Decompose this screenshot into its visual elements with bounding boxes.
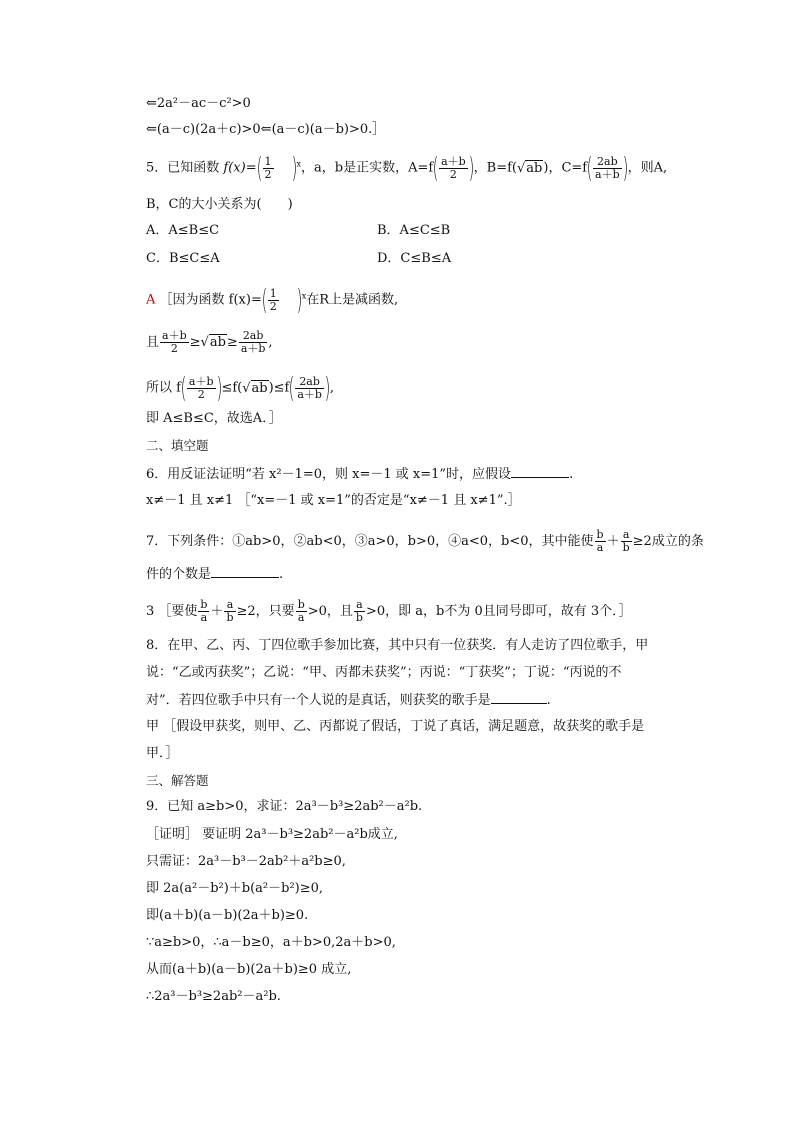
answer-7 — [146, 599, 632, 624]
question-5-line-2: B，C的大小关系为( ) — [146, 197, 293, 212]
option-c: C．B≤C≤A — [146, 251, 220, 266]
question-8-line-3 — [146, 691, 551, 710]
answer-5-text-a: ［因为函数 f(x)= — [159, 292, 262, 308]
answer-5-letter: A — [146, 292, 156, 308]
q5-b: ，B=f( — [473, 160, 517, 176]
paren-close: ) — [291, 151, 297, 184]
line-1: ⇐2a²－ac－c²>0 — [146, 96, 251, 111]
section-heading-fill-in: 二、填空题 — [146, 438, 209, 453]
radicand: ab — [526, 160, 543, 176]
question-6 — [146, 465, 573, 484]
q8-end: . — [546, 693, 551, 708]
question-8-line-2: 说：“乙或丙获奖”；乙说：“甲、丙都未获奖”；丙说：“丁获奖”；丁说：“丙说的不 — [146, 665, 622, 680]
option-b: B．A≤C≤B — [377, 223, 451, 238]
question-9: 9．已知 a≥b>0，求证：2a³－b³≥2ab²－a²b. — [146, 799, 423, 814]
paren-open: ( — [256, 151, 262, 184]
ans5-half-fraction — [268, 288, 279, 313]
frac-den: b — [622, 541, 630, 554]
answer-blank — [491, 691, 547, 704]
frac-num: 2ab — [593, 156, 622, 169]
text: , — [329, 380, 334, 396]
question-5-line-1 — [146, 151, 668, 184]
q5-exponent: x — [296, 159, 301, 169]
q6-end: . — [569, 467, 574, 482]
frac-num: b — [297, 598, 305, 611]
paren-open: ( — [289, 371, 295, 404]
option-a: A．A≤B≤C — [146, 223, 220, 238]
frac-num: 1 — [264, 154, 272, 168]
line-2: ⇐(a－c)(2a＋c)>0⇐(a－c)(a－b)>0.］ — [146, 122, 386, 137]
text: ≥ — [189, 335, 201, 350]
answer-8-line-2: 甲．］ — [146, 746, 179, 761]
text: 且 — [146, 335, 160, 350]
frac-den: 2 — [170, 342, 178, 355]
frac-num: b — [596, 528, 604, 541]
sqrt-ab: √ab — [517, 160, 543, 176]
text: ≤f( — [221, 380, 243, 396]
answer-5-text-b: 在R上是减函数, — [306, 292, 399, 308]
proof-line-6: 从而(a＋b)(a－b)(2a＋b)≥0 成立, — [146, 962, 352, 977]
option-d: D．C≤B≤A — [377, 251, 452, 266]
proof-line-1: ［证明］ 要证明 2a³－b³≥2ab²－a²b成立, — [146, 827, 398, 842]
paren-close: ) — [468, 151, 474, 184]
frac-num: a＋b — [188, 374, 214, 388]
frac-num: 2ab — [295, 376, 324, 389]
proof-line-3: 即 2a(a²－b²)＋b(a²－b²)≥0, — [146, 881, 324, 896]
frac-num: a — [354, 599, 365, 612]
q7-line2-text: 件的个数是 — [146, 567, 212, 582]
q7-text: 7．下列条件：①ab>0，②ab<0，③a>0，b>0，④a<0，b<0，其中能使 — [146, 534, 594, 549]
fraction-b-over-a — [198, 599, 209, 624]
answer-blank — [511, 465, 569, 478]
frac-den: a＋b — [297, 387, 322, 401]
frac-num: a — [224, 599, 235, 612]
text: ≥ — [226, 335, 238, 350]
fraction-2ab-over-a-plus-b — [239, 330, 268, 355]
answer-5-line-1 — [146, 283, 399, 316]
frac-num: 2ab — [239, 330, 268, 343]
frac-den: 2 — [197, 387, 205, 401]
question-8-line-1: 8．在甲、乙、丙、丁四位歌手参加比赛，其中只有一位获奖．有人走访了四位歌手，甲 — [146, 638, 649, 653]
frac-num: a＋b — [441, 154, 466, 168]
paren-open: ( — [586, 151, 593, 184]
section-heading-solution: 三、解答题 — [146, 773, 209, 788]
q6-text: 6．用反证法证明“若 x²－1=0，则 x=－1 或 x=1”时，应假设 — [146, 467, 512, 482]
q5-fraction-2 — [593, 156, 622, 181]
text: 所以 f — [146, 380, 181, 396]
q5-fx: f(x)= — [223, 160, 257, 176]
fraction-a-over-b — [621, 529, 632, 554]
proof-line-5: ∵a≥b>0，∴a－b≥0，a＋b>0,2a＋b>0, — [146, 935, 396, 950]
answer-6: x≠－1 且 x≠1 ［“x=－1 或 x=1”的否定是“x≠－1 且 x≠1”.］ — [146, 493, 521, 508]
answer-5-line-3 — [146, 371, 334, 404]
paren-close: ) — [296, 283, 302, 316]
text: ≥2，只要 — [236, 604, 295, 619]
paren-close: ) — [216, 371, 222, 404]
answer-blank — [211, 565, 279, 578]
fraction-a-plus-b-over-2 — [187, 376, 216, 401]
ans5-exponent: x — [301, 291, 307, 301]
q5-tail: ，则A, — [627, 160, 668, 176]
text: 3 ［要使 — [146, 604, 198, 619]
frac-num: a — [621, 529, 632, 542]
q8-text: 对”．若四位歌手中只有一个人说的是真话，则获奖的歌手是 — [146, 693, 491, 708]
frac-den: a — [596, 541, 604, 554]
proof-line-4: 即(a＋b)(a－b)(2a＋b)≥0. — [146, 908, 309, 923]
answer-8-line-1: 甲 ［假设甲获奖，则甲、乙、丙都说了假话，丁说了真话，满足题意，故获奖的歌手是 — [146, 719, 645, 734]
q7-end: . — [279, 567, 284, 582]
paren-open: ( — [261, 283, 268, 316]
frac-den: a — [200, 611, 208, 624]
proof-line-2: 只需证：2a³－b³－2ab²＋a²b≥0, — [146, 854, 346, 869]
text: >0，即 a，b不为 0且同号即可，故有 3个．］ — [365, 604, 632, 619]
frac-den: a＋b — [240, 342, 266, 355]
frac-den: b — [226, 611, 234, 624]
frac-den: 2 — [449, 167, 457, 181]
frac-num: b — [200, 598, 208, 611]
plus: ＋ — [210, 604, 224, 619]
plus: ＋ — [606, 534, 620, 549]
radicand: ab — [209, 335, 226, 350]
q5-half-fraction — [263, 156, 274, 181]
frac-num: a＋b — [162, 329, 187, 342]
fraction-2ab-over-a-plus-b — [295, 376, 324, 401]
fraction-b-over-a — [595, 529, 606, 554]
fraction-a-plus-b-over-2 — [160, 330, 189, 355]
answer-5-line-2 — [146, 330, 273, 355]
q7-text-end: ≥2成立的条 — [632, 534, 704, 549]
proof-line-7: ∴2a³－b³≥2ab²－a²b. — [146, 989, 281, 1004]
text: )≤f — [268, 380, 290, 396]
radicand: ab — [251, 380, 268, 396]
fraction-b-over-a — [296, 599, 307, 624]
answer-5-line-4: 即 A≤B≤C，故选A．］ — [146, 411, 282, 426]
q5-mid: ，a，b是正实数，A=f — [301, 160, 434, 176]
sqrt-ab: √ab — [242, 380, 268, 396]
frac-den: 2 — [269, 299, 277, 313]
fraction-a-over-b — [224, 599, 235, 624]
sqrt-ab: √ab — [200, 335, 226, 350]
text: , — [268, 335, 273, 350]
question-7-line-2 — [146, 565, 283, 584]
frac-den: 2 — [264, 167, 272, 181]
paren-close: ) — [622, 151, 628, 184]
frac-num: 1 — [269, 286, 277, 300]
text: >0，且 — [307, 604, 353, 619]
frac-den: b — [355, 611, 363, 624]
question-7-line-1 — [146, 529, 704, 554]
q5-number: 5．已知函数 — [146, 160, 220, 176]
fraction-a-over-b — [354, 599, 365, 624]
q5-fraction-1 — [439, 156, 468, 181]
frac-den: a — [297, 611, 305, 624]
paren-open: ( — [432, 151, 439, 184]
q5-c: )，C=f — [543, 160, 588, 176]
paren-open: ( — [180, 371, 187, 404]
frac-den: a＋b — [595, 167, 620, 181]
paren-close: ) — [324, 371, 331, 404]
